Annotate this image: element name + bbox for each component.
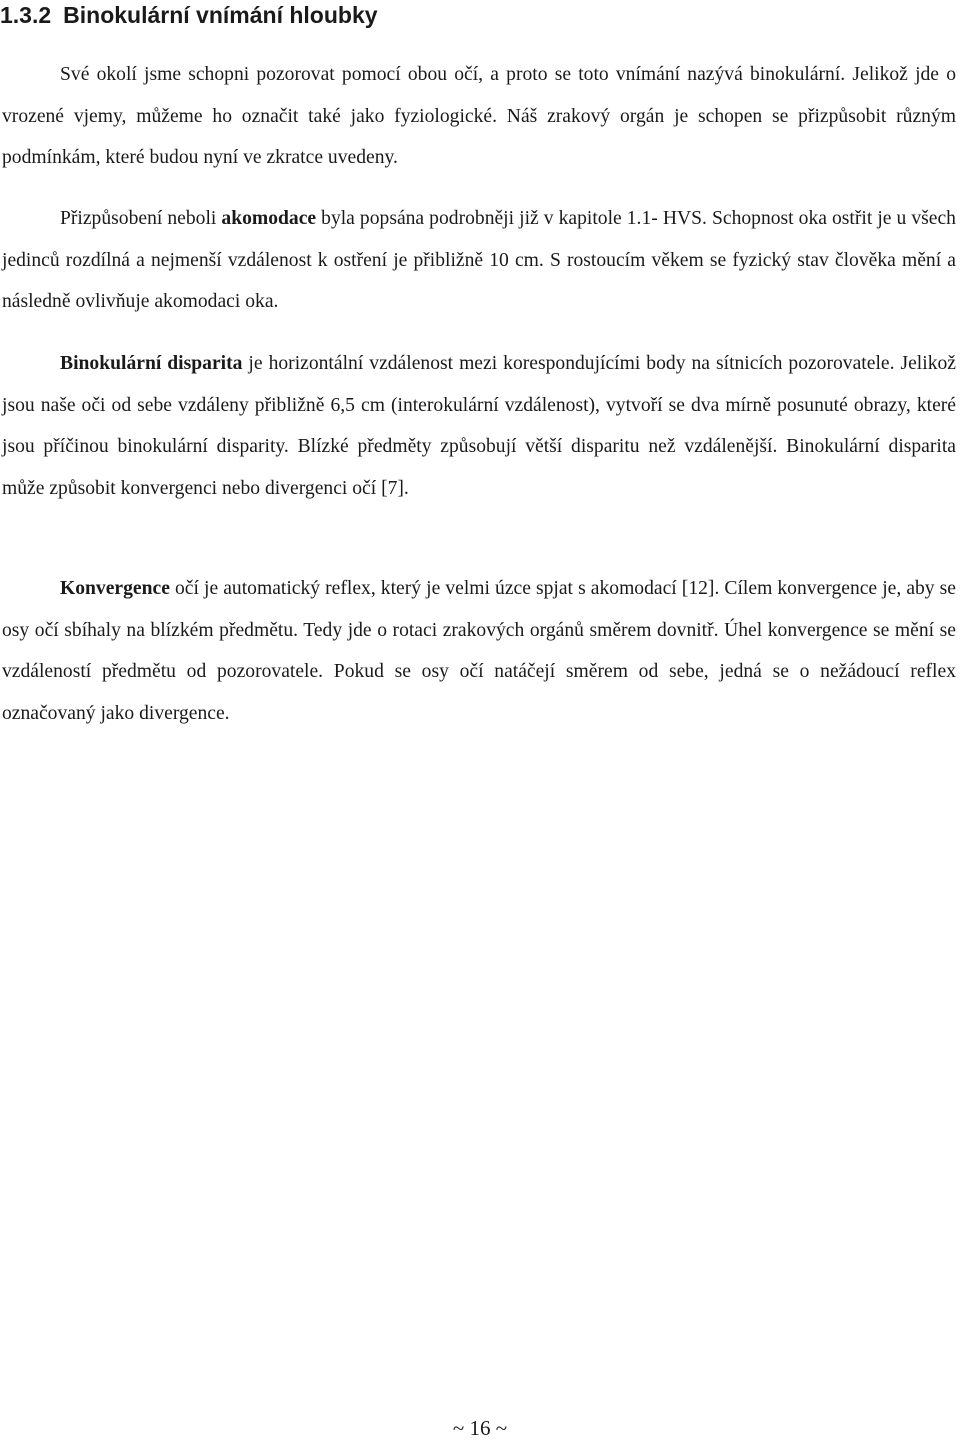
paragraph-text-post: byla popsána podrobněji již v kapitole 1.1- HVS. Schopnost oka ostřit je u všech jedinců rozdílná a nejmenší vzdálenost k ostření je přibližně 10 cm. S rostoucím věkem se fyzický stav člověka mění a následně ovlivňuje akomodaci oka. xyxy=(2,208,956,312)
paragraph-text-pre: Přizpůsobení neboli xyxy=(60,208,222,229)
paragraph-text-post: očí je automatický reflex, který je velmi úzce spjat s akomodací [12]. Cílem konvergence je, aby se osy očí sbíhaly na blízkém předmětu. Tedy jde o rotaci zrakových orgánů směrem dovnitř. Úhel konvergence se mění se vzdáleností předmětu od pozorovatele. Pokud se osy očí natáčejí směrem od sebe, jedná se o nežádoucí reflex označovaný jako divergence. xyxy=(2,578,956,724)
term-akomodace: akomodace xyxy=(221,208,317,229)
paragraph-intro xyxy=(2,54,956,179)
page-number: ~ 16 ~ xyxy=(452,1416,508,1440)
section-title: Binokulární vnímání hloubky xyxy=(63,2,378,28)
paragraph-akomodace xyxy=(2,198,956,323)
section-number: 1.3.2 xyxy=(0,2,52,28)
paragraph-disparita xyxy=(2,343,956,509)
paragraph-text: Své okolí jsme schopni pozorovat pomocí obou očí, a proto se toto vnímání nazývá binokulární. Jelikož jde o vrozené vjemy, můžeme ho označit také jako fyziologické. Náš zrakový orgán je schopen se přizpůsobit různým podmínkám, které budou nyní ve zkratce uvedeny. xyxy=(2,64,956,168)
paragraph-text-post: je horizontální vzdálenost mezi korespondujícími body na sítnicích pozorovatele. Jelikož jsou naše oči od sebe vzdáleny přibližně 6,5 cm (interokulární vzdálenost), vytvoří se dva mírně posunuté obrazy, které jsou příčinou binokulární disparity. Blízké předměty způsobují větší disparitu než vzdálenější. Binokulární disparita může způsobit konvergenci nebo divergenci očí [7]. xyxy=(2,353,956,499)
section-heading xyxy=(0,0,378,30)
term-binokularni-disparita: Binokulární disparita xyxy=(60,353,243,374)
term-konvergence: Konvergence xyxy=(60,578,170,599)
paragraph-konvergence xyxy=(2,568,956,734)
